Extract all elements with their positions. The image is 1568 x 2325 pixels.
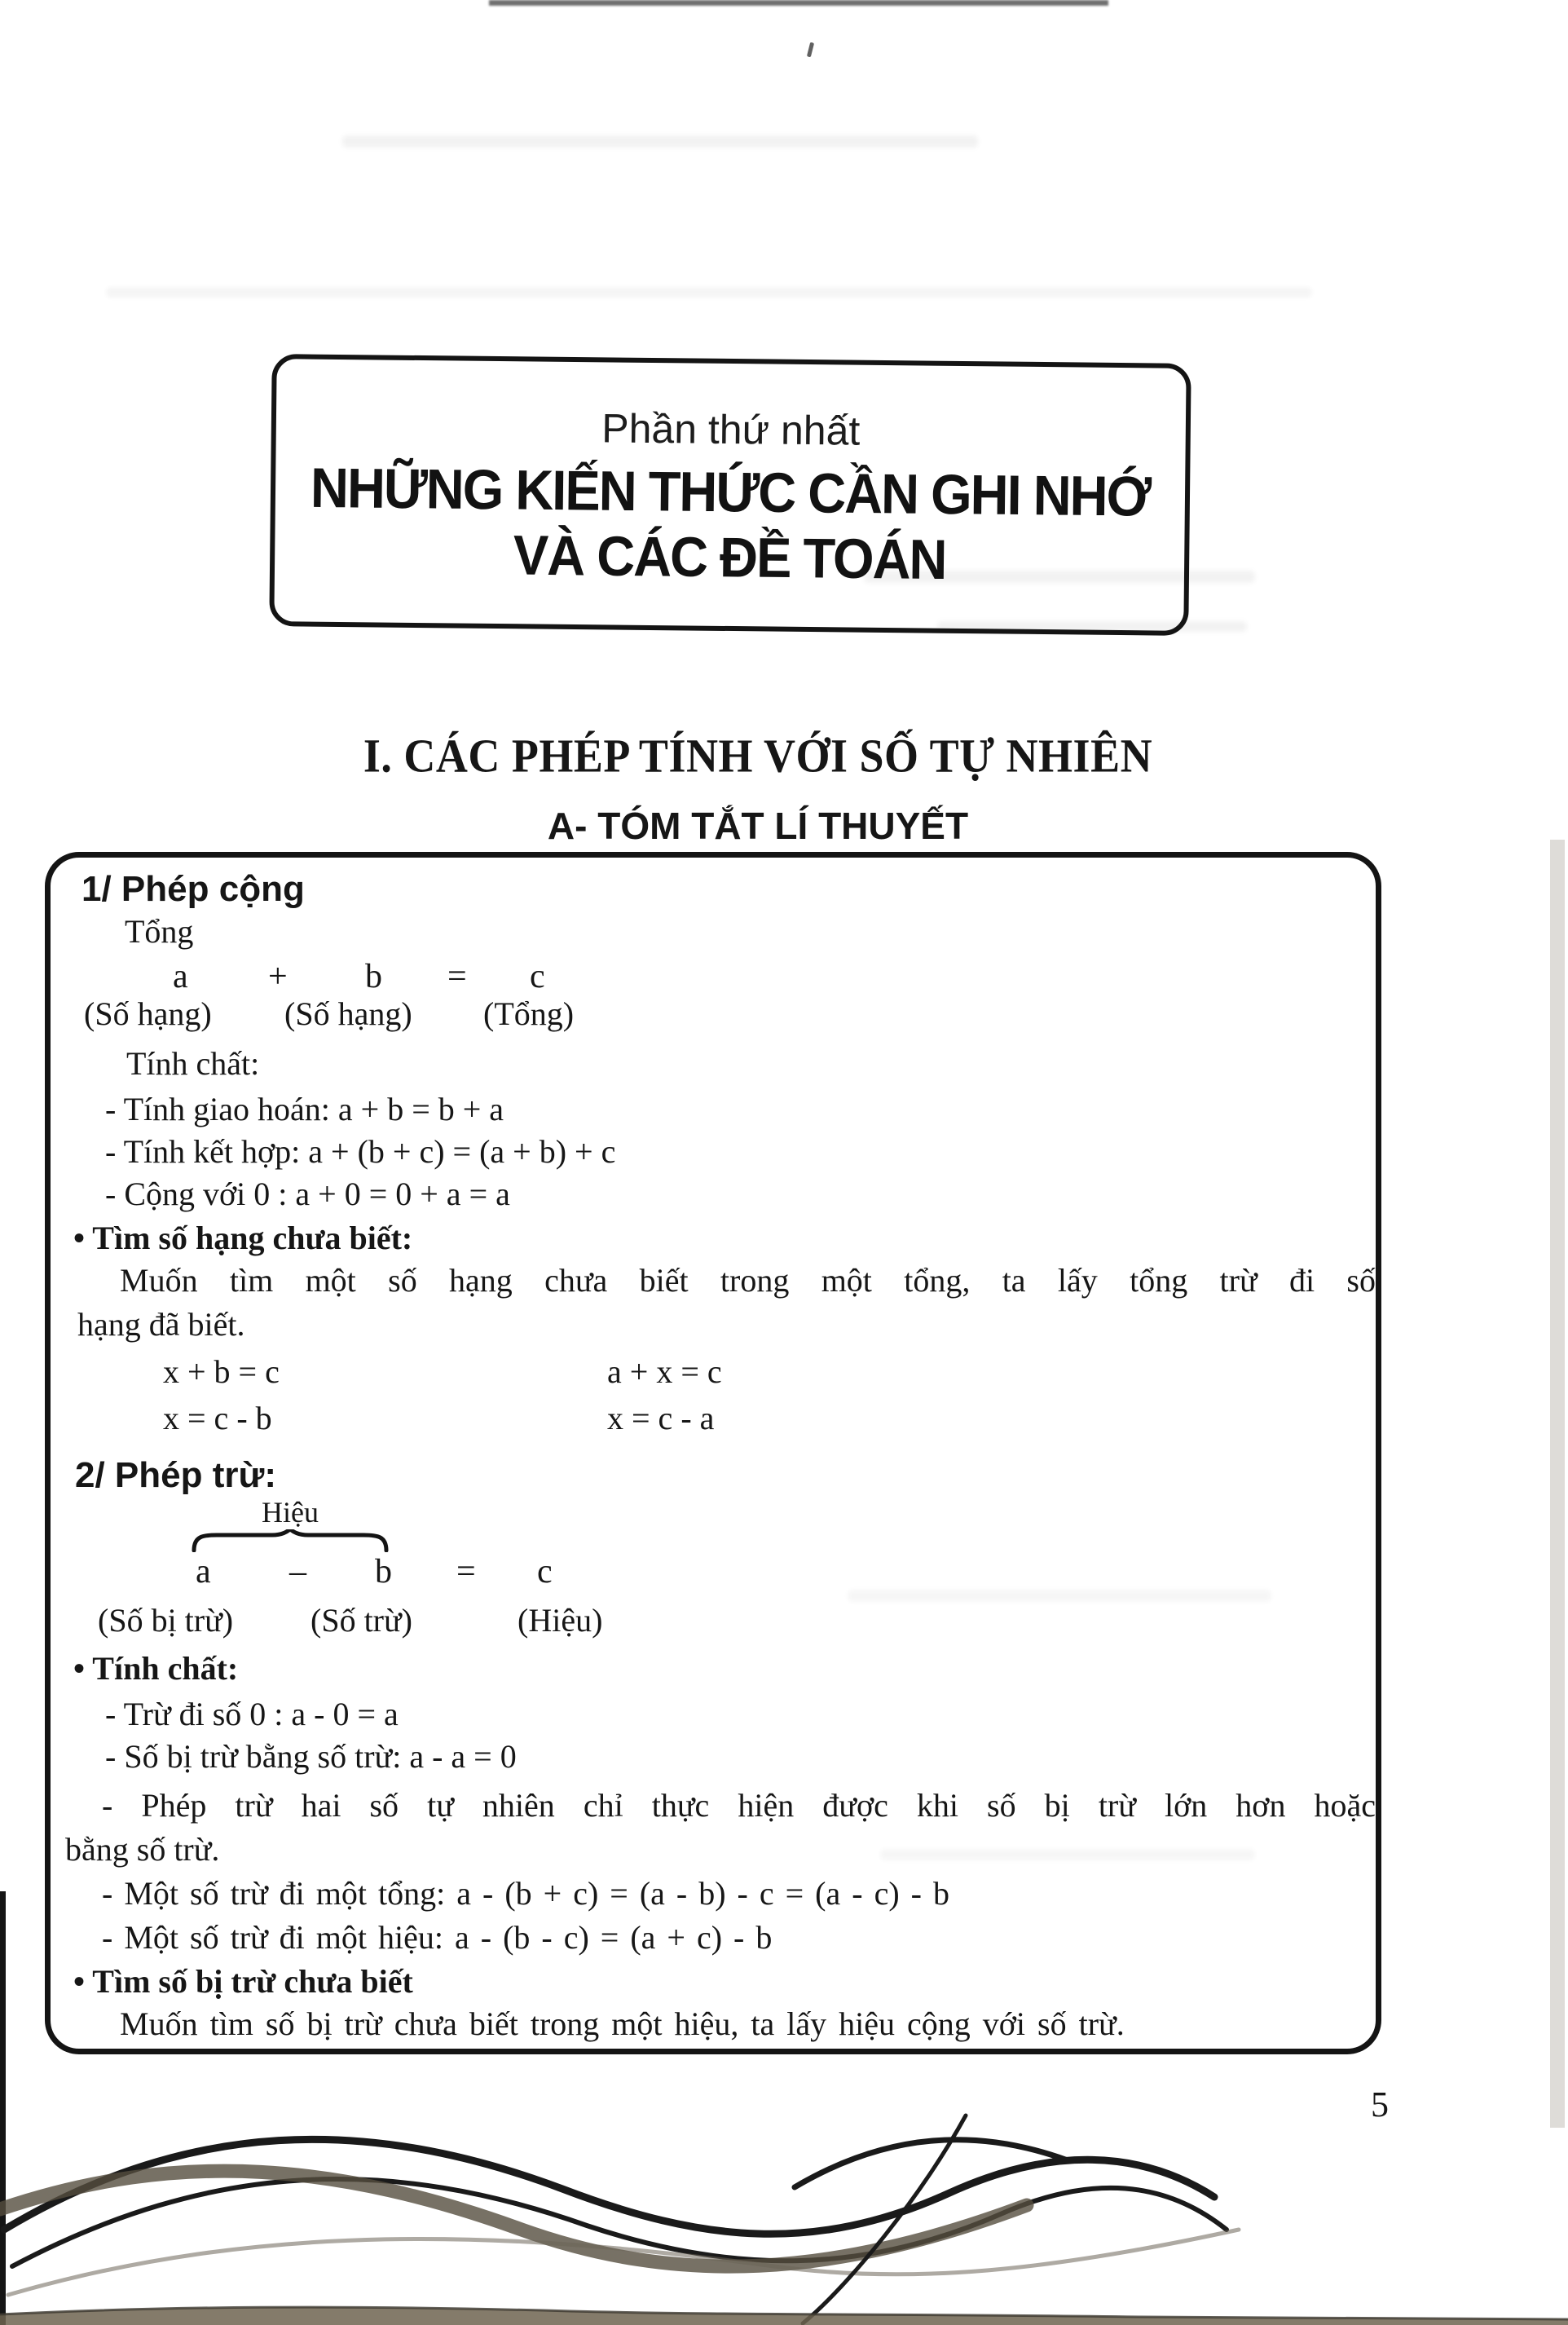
theory-box	[45, 852, 1381, 2054]
formula-equals: =	[456, 1553, 476, 1590]
formula-term: b	[365, 958, 382, 995]
addition-property: - Tính giao hoán: a + b = b + a	[105, 1091, 504, 1127]
subtraction-properties-label: • Tính chất:	[73, 1650, 239, 1687]
part-kicker: Phần thứ nhất	[601, 405, 861, 454]
equation: a + x = c	[607, 1353, 722, 1390]
formula-operator: +	[268, 958, 288, 995]
subtraction-term-labels-row	[51, 1601, 1376, 1647]
subsection-heading: A- TÓM TẮT LÍ THUYẾT	[547, 805, 969, 847]
formula-term: c	[530, 958, 545, 995]
formula-term: c	[537, 1553, 553, 1590]
subtraction-find-heading: • Tìm số bị trừ chưa biết	[73, 1963, 413, 2000]
term-label: (Hiệu)	[518, 1602, 603, 1639]
addition-heading: 1/ Phép cộng	[81, 869, 305, 909]
term-label: (Số bị trừ)	[98, 1602, 234, 1639]
formula-term: a	[173, 958, 188, 995]
part-title-line2: VÀ CÁC ĐỀ TOÁN	[513, 523, 946, 591]
subtraction-property: - Số bị trừ bằng số trừ: a - a = 0	[105, 1738, 517, 1775]
addition-term-labels-row	[51, 995, 1376, 1040]
term-label: (Số hạng)	[284, 995, 412, 1032]
difference-overbrace-group	[191, 1497, 390, 1552]
term-label: (Tổng)	[483, 995, 575, 1032]
subtraction-property-long-line1: - Phép trừ hai số tự nhiên chỉ thực hiện được khi số bị trừ lớn hơn hoặc	[102, 1787, 1376, 1824]
scan-speck	[807, 42, 814, 58]
part-title-box	[269, 354, 1191, 636]
addition-find-heading: • Tìm số hạng chưa biết:	[73, 1220, 413, 1256]
equation: x + b = c	[163, 1353, 280, 1390]
subtraction-find-rule: Muốn tìm số bị trừ chưa biết trong một hiệu, ta lấy hiệu cộng với số trừ.	[120, 2005, 1125, 2042]
formula-operator: –	[289, 1553, 306, 1590]
term-label: (Số trừ)	[311, 1602, 412, 1639]
addition-property: - Tính kết hợp: a + (b + c) = (a + b) + c	[105, 1133, 616, 1170]
subtraction-property-sub-diff: - Một số trừ đi một hiệu: a - (b - c) = (a + c) - b	[102, 1919, 773, 1956]
subtraction-property: - Trừ đi số 0 : a - 0 = a	[105, 1696, 399, 1732]
term-label: (Số hạng)	[84, 995, 212, 1032]
subtraction-property-sub-sum: - Một số trừ đi một tổng: a - (b + c) = (a - b) - c = (a - c) - b	[102, 1875, 949, 1912]
subtraction-property-long-line2: bằng số trừ.	[65, 1831, 220, 1868]
footer-swoosh-decoration	[0, 2099, 1568, 2325]
page-number: 5	[1371, 2085, 1389, 2124]
addition-property: - Cộng với 0 : a + 0 = 0 + a = a	[105, 1176, 510, 1212]
subtraction-formula-row	[51, 1552, 1376, 1598]
scan-top-edge-artifact	[489, 0, 1108, 6]
overbrace-icon	[191, 1529, 390, 1552]
formula-term: a	[196, 1553, 211, 1590]
page-right-edge-shadow	[1550, 840, 1565, 2128]
addition-find-rule-line2: hạng đã biết.	[77, 1306, 245, 1343]
bleedthrough-artifact	[342, 135, 978, 148]
formula-equals: =	[447, 958, 467, 995]
addition-find-rule-line1: Muốn tìm một số hạng chưa biết trong một tổng, ta lấy tổng trừ đi số	[120, 1262, 1376, 1299]
subtraction-heading: 2/ Phép trừ:	[75, 1455, 277, 1495]
addition-properties-label: Tính chất:	[126, 1045, 260, 1082]
difference-label: Hiệu	[262, 1496, 319, 1529]
section-heading: I. CÁC PHÉP TÍNH VỚI SỐ TỰ NHIÊN	[363, 729, 1153, 783]
formula-term: b	[375, 1553, 392, 1590]
sum-label: Tổng	[125, 913, 194, 950]
equation: x = c - a	[607, 1400, 715, 1436]
equation: x = c - b	[163, 1400, 272, 1436]
bleedthrough-artifact	[106, 287, 1312, 298]
part-title-line1: NHỮNG KIẾN THỨC CẦN GHI NHỚ	[310, 456, 1151, 528]
